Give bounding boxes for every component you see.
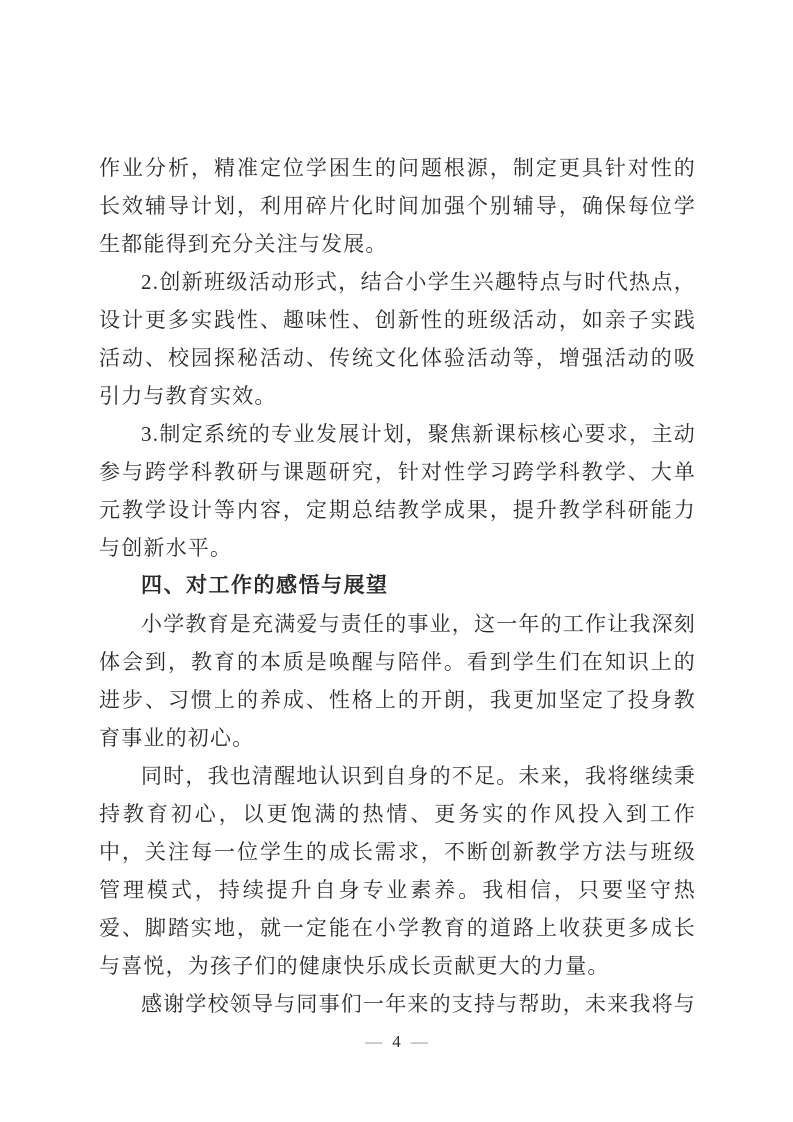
footer-dash-right: — xyxy=(410,1032,428,1051)
paragraph-class-activity-innovation: 2.创新班级活动形式，结合小学生兴趣特点与时代热点，设计更多实践性、趣味性、创新性的班级活动，如亲子实践活动、校园探秘活动、传统文化体验活动等，增强活动的吸引力与教育实效。 xyxy=(99,270,696,408)
paragraph-professional-development-plan: 3.制定系统的专业发展计划，聚焦新课标核心要求，主动参与跨学科教研与课题研究，针对性学习跨学科教学、大单元教学设计等内容，定期总结教学成果，提升教学科研能力与创新水平。 xyxy=(99,422,696,560)
footer-dash-left: — xyxy=(365,1032,383,1051)
paragraph-tutoring-plan-continuation: 作业分析，精准定位学困生的问题根源，制定更具针对性的长效辅导计划，利用碎片化时间加强个别辅导，确保每位学生都能得到充分关注与发展。 xyxy=(99,156,696,256)
page-footer xyxy=(0,1030,793,1054)
section-heading-reflection-outlook: 四、对工作的感悟与展望 xyxy=(141,574,389,597)
page-number: 4 xyxy=(392,1032,401,1051)
paragraph-self-reflection-commitment: 同时，我也清醒地认识到自身的不足。未来，我将继续秉持教育初心，以更饱满的热情、更务实的作风投入到工作中，关注每一位学生的成长需求，不断创新教学方法与班级管理模式，持续提升自身专业素养。我相信，只要坚守热爱、脚踏实地，就一定能在小学教育的道路上收获更多成长与喜悦，为孩子们的健康快乐成长贡献更大的力量。 xyxy=(99,764,696,978)
paragraph-education-essence: 小学教育是充满爱与责任的事业，这一年的工作让我深刻体会到，教育的本质是唤醒与陪伴。看到学生们在知识上的进步、习惯上的养成、性格上的开朗，我更加坚定了投身教育事业的初心。 xyxy=(99,612,696,750)
document-content xyxy=(99,149,696,1023)
paragraph-thanks-leaders-colleagues: 感谢学校领导与同事们一年来的支持与帮助，未来我将与 xyxy=(141,992,696,1016)
